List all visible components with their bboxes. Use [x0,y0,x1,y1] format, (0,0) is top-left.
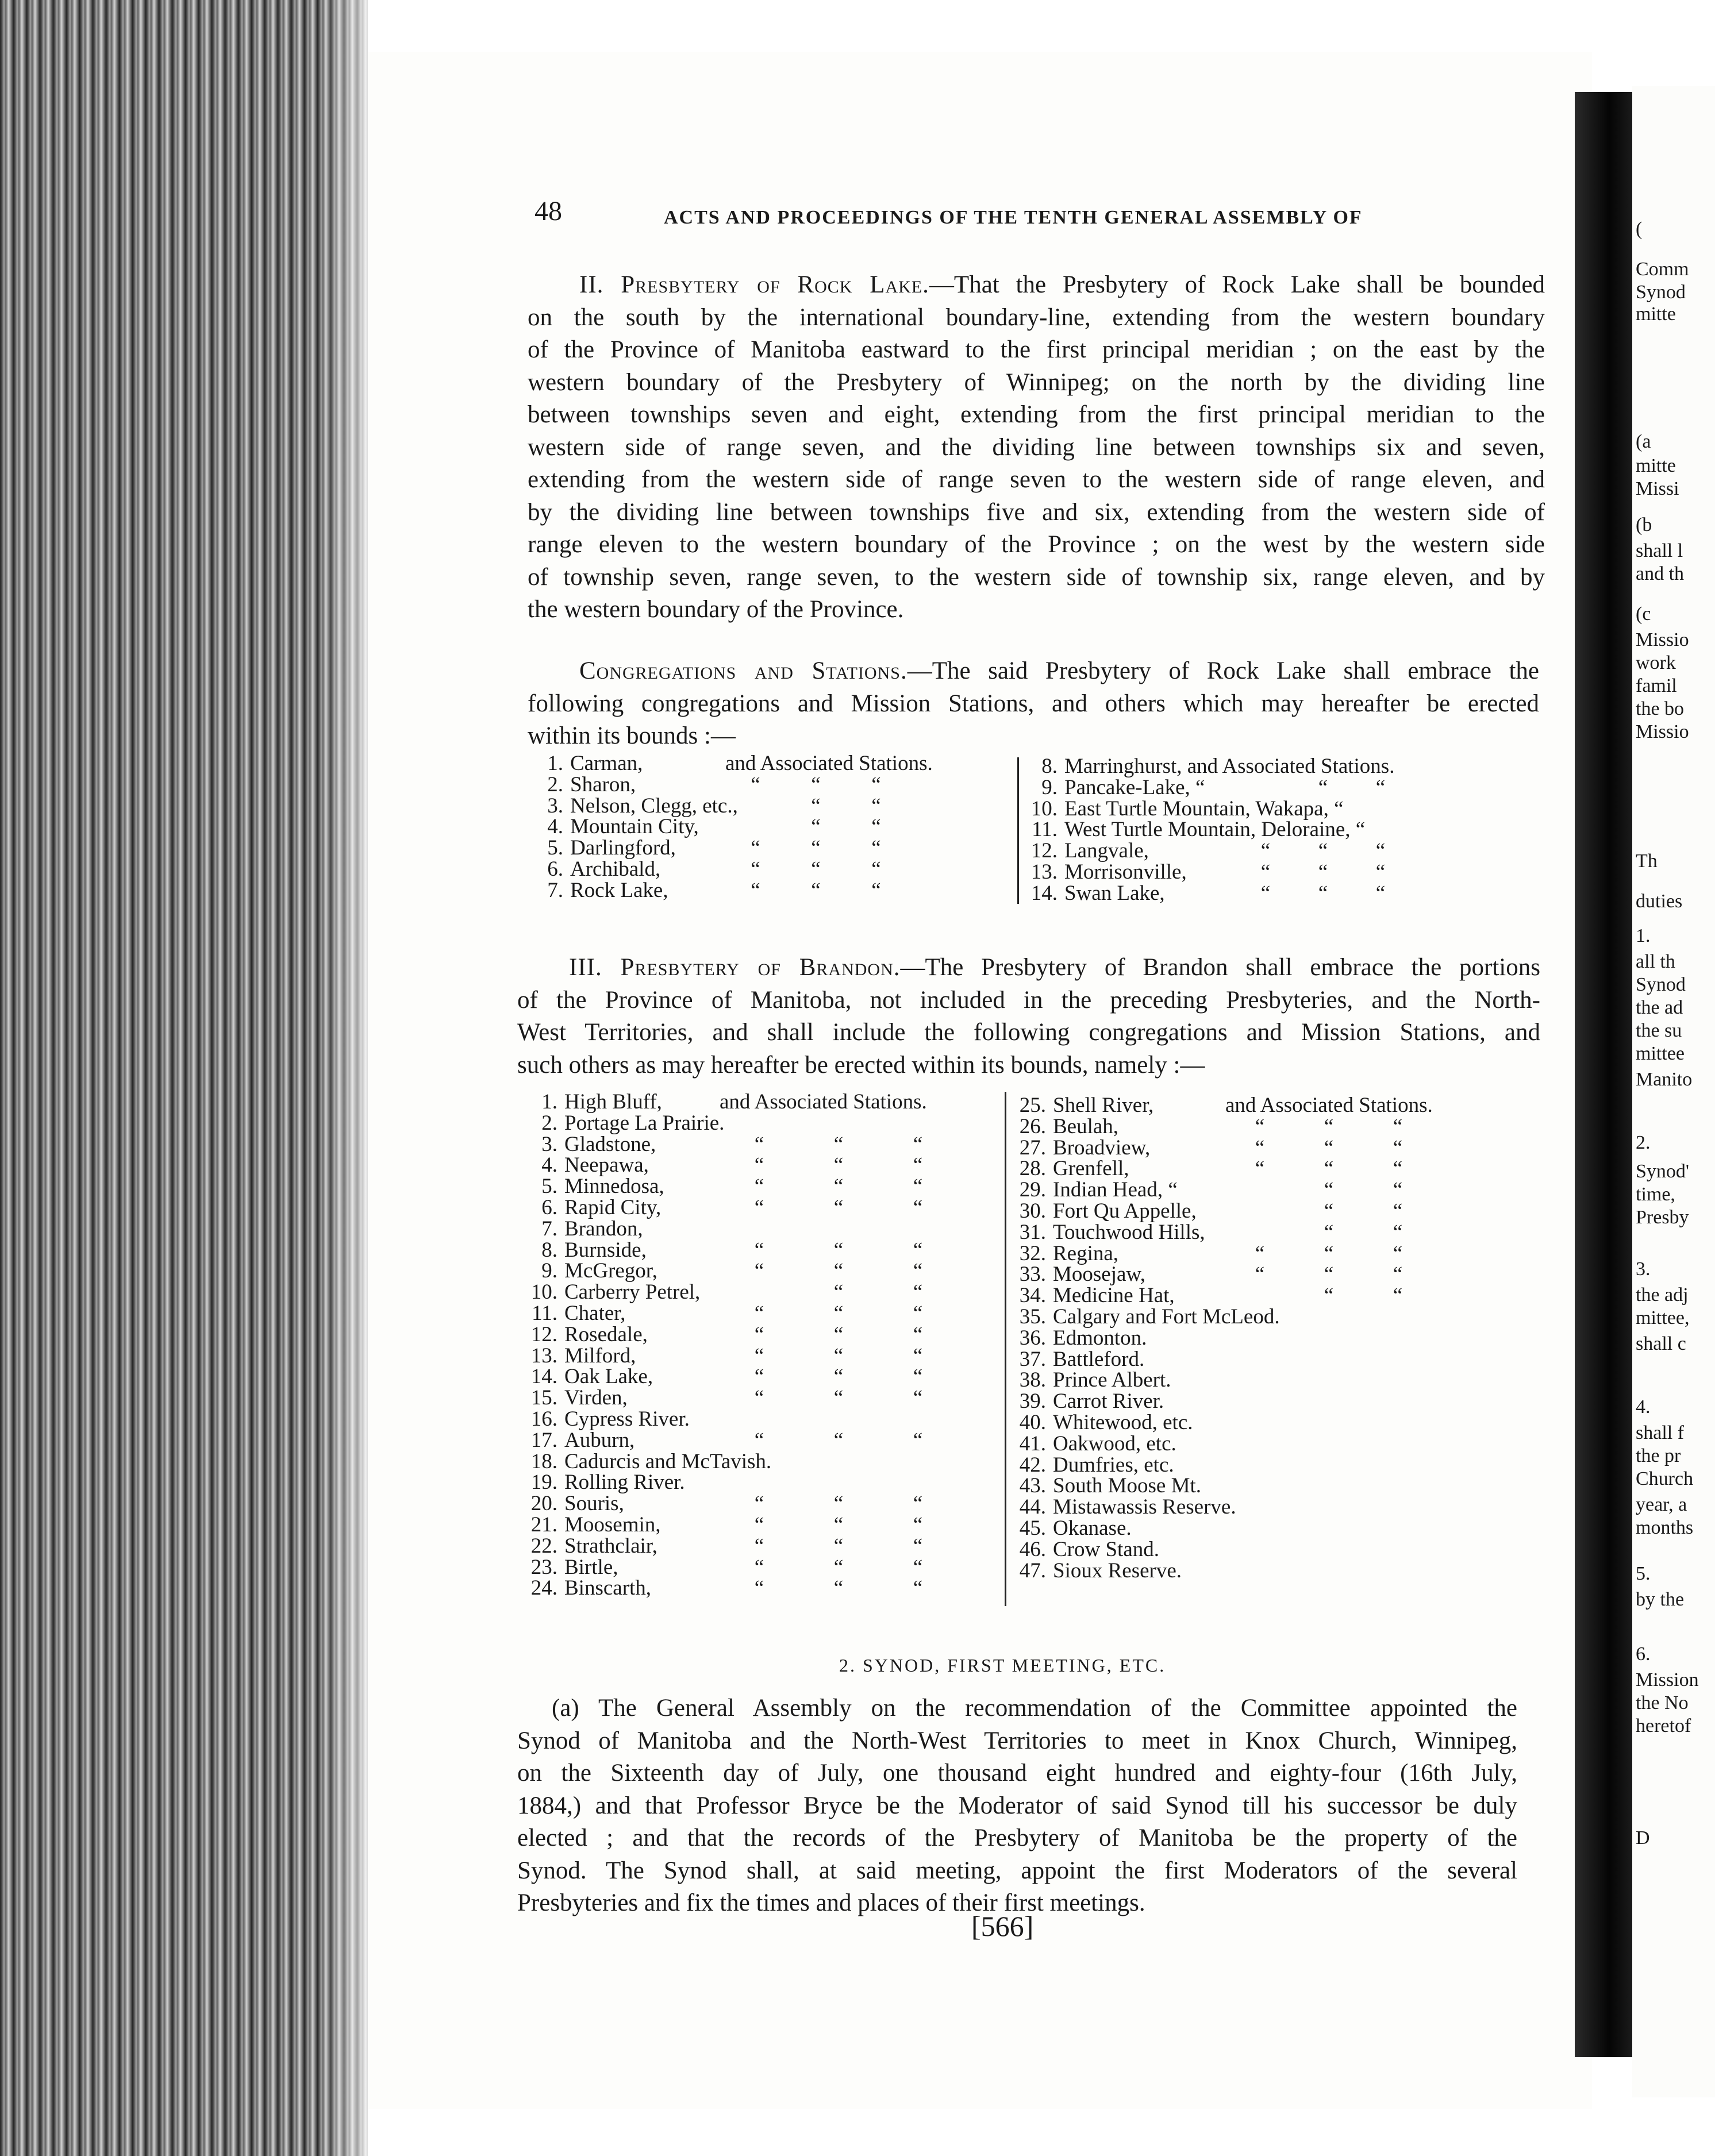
facing-page-text: (b [1636,514,1652,536]
list-item: 43. South Moose Mt. [1019,1474,1202,1498]
list-item: 23. Birtle, “ “ “ [530,1555,923,1579]
list-item: 13. Milford, “ “ “ [530,1343,923,1368]
list-item: 20. Souris, “ “ “ [530,1492,923,1516]
facing-page-text: Comm [1636,259,1689,280]
facing-page-text: time, [1636,1184,1675,1205]
section-brandon [517,952,1540,1081]
list-item: 44. Mistawassis Reserve. [1019,1495,1236,1519]
facing-page-text: Synod [1636,282,1686,303]
text-line: 1884,) and that Professor Bryce be the Moderator of said Synod till his successor be duly [517,1792,1517,1819]
text-line: of the Province of Manitoba, not included in the preceding Presbyteries, and the North- [517,986,1540,1014]
facing-page-text: Manito [1636,1069,1693,1090]
list-item: 4. Mountain City, “ “ [547,815,881,839]
facing-page-text: ( [1636,218,1643,240]
facing-page-text: and th [1636,563,1685,584]
facing-page-text: (a [1636,431,1651,452]
facing-page-text: shall f [1636,1422,1685,1443]
list-item: 8. Burnside, “ “ “ [541,1238,923,1262]
list-item: 1. Carman, and Associated Stations. [547,752,933,775]
facing-page-text: work [1636,652,1676,673]
facing-page-text: (c [1636,603,1651,625]
facing-page-text: duties [1636,891,1683,912]
book-binding-edge [0,0,368,2156]
facing-page-text: the su [1636,1020,1682,1041]
facing-page-text: 4. [1636,1396,1651,1418]
rock-lake-list-left [529,753,933,902]
facing-page-text: by the [1636,1589,1685,1610]
facing-page-text: shall c [1636,1333,1686,1354]
list-item: 33. Moosejaw, “ “ “ [1019,1262,1403,1287]
list-item: 9. McGregor, “ “ “ [541,1259,923,1283]
facing-page-text: famil [1636,675,1677,696]
list-item: 24. Binscarth, “ “ “ [530,1576,923,1600]
facing-page-text: the No [1636,1692,1689,1714]
list-item: 5. Darlingford, “ “ “ [547,836,881,860]
facing-page-text: mittee, [1636,1307,1690,1329]
facing-page-text: the pr [1636,1445,1681,1466]
list-item: 3. Nelson, Clegg, etc., “ “ [547,794,881,818]
section-lead: II. Presbytery of Rock Lake. [579,271,929,298]
list-item: 9. Pancake-Lake, “ “ “ [1041,775,1386,799]
running-head: ACTS AND PROCEEDINGS OF THE TENTH GENERAL ASSEMBLY OF [664,207,1363,228]
text-line: Presbyteries and fix the times and places of their first meetings. [517,1889,1145,1916]
facing-page-text: Th [1636,850,1658,872]
list-item: 4. Neepawa, “ “ “ [541,1153,923,1177]
facing-page-text: mitte [1636,455,1676,476]
facing-page-text: mitte [1636,303,1676,325]
facing-page-text: Missi [1636,478,1679,499]
facing-page-text: 2. [1636,1132,1651,1153]
facing-page-text: Missio [1636,721,1689,742]
list-item: 11. West Turtle Mountain, Deloraine, “ [1032,818,1366,842]
column-divider [1005,1092,1006,1606]
facing-page-text: 3. [1636,1258,1651,1280]
facing-page-text: the ad [1636,997,1683,1018]
facing-page-text: Synod [1636,974,1686,995]
facing-page-text: 6. [1636,1643,1651,1665]
list-item: 31. Touchwood Hills, “ “ [1019,1220,1403,1244]
facing-page-text: shall l [1636,540,1683,561]
text-line: III. Presbytery of Brandon.—The Presbytery of Brandon shall embrace the portions [569,954,1540,981]
facing-page-text: Mission [1636,1669,1699,1691]
facing-page-text: 5. [1636,1563,1651,1584]
list-item: 2. Sharon, “ “ “ [547,772,881,796]
list-item: 40. Whitewood, etc. [1019,1410,1193,1434]
list-item: 6. Rapid City, “ “ “ [541,1195,923,1219]
text-line: of the Province of Manitoba eastward to the first principal meridian ; on the east by the [528,336,1545,363]
list-item: 25. Shell River, and Associated Stations. [1019,1094,1433,1117]
list-item: 6. Archibald, “ “ “ [547,857,881,881]
column-divider [1017,757,1019,904]
facing-page-fragment [1632,86,1715,2097]
list-item: 1. High Bluff, and Associated Stations. [541,1090,927,1114]
list-item: 47. Sioux Reserve. [1019,1558,1182,1583]
list-item: 16. Cypress River. [530,1407,690,1431]
book-gutter [1575,92,1632,2057]
text-line: extending from the western side of range seven to the western side of range eleven, and [528,466,1545,493]
list-item: 39. Carrot River. [1019,1389,1164,1414]
facing-page-text: heretof [1636,1715,1691,1737]
list-item: 14. Swan Lake, “ “ “ [1030,881,1386,905]
list-item: 8. Marringhurst, and Associated Stations. [1041,754,1395,778]
text-line: following congregations and Mission Stations, and others which may hereafter be erected [528,690,1539,717]
section-lead: III. Presbytery of Brandon. [569,954,901,981]
list-item: 19. Rolling River. [530,1470,685,1495]
facing-page-text: the adj [1636,1284,1689,1306]
list-item: 30. Fort Qu Appelle, “ “ [1019,1199,1403,1223]
text-line: Synod of Manitoba and the North-West Territories to meet in Knox Church, Winnipeg, [517,1727,1517,1754]
facing-page-text: Synod' [1636,1161,1690,1182]
list-item: 38. Prince Albert. [1019,1368,1171,1392]
facing-page-text: Missio [1636,629,1689,650]
list-item: 11. Chater, “ “ “ [532,1301,923,1325]
list-item: 17. Auburn, “ “ “ [530,1428,923,1452]
list-item: 14. Oak Lake, “ “ “ [530,1365,923,1389]
section-lead: Congregations and Stations. [579,657,908,684]
brandon-list-right [1012,1095,1433,1581]
list-item: 36. Edmonton. [1019,1326,1147,1350]
facing-page-text: months [1636,1517,1694,1538]
text-line: Congregations and Stations.—The said Presbytery of Rock Lake shall embrace the [579,657,1539,684]
list-item: 41. Oakwood, etc. [1019,1431,1176,1456]
section-synod-title: 2. SYNOD, FIRST MEETING, ETC. [839,1655,1166,1676]
text-line: western side of range seven, and the dividing line between townships six and seven, [528,433,1545,461]
list-item: 18. Cadurcis and McTavish. [530,1449,772,1473]
text-line: West Territories, and shall include the following congregations and Mission Stations, and [517,1019,1540,1046]
text-line: of township seven, range seven, to the western side of township six, range eleven, and by [528,563,1545,591]
text-line: II. Presbytery of Rock Lake.—That the Presbytery of Rock Lake shall be bounded [579,271,1545,298]
list-item: 29. Indian Head, “ “ “ [1019,1178,1403,1202]
facing-page-text: year, a [1636,1494,1687,1515]
list-item: 3. Gladstone, “ “ “ [541,1132,923,1156]
facing-page-text: 1. [1636,925,1651,946]
text-line: the western boundary of the Province. [528,596,904,623]
list-item: 26. Beulah, “ “ “ [1019,1114,1403,1138]
list-item: 22. Strathclair, “ “ “ [530,1534,923,1558]
list-item: 13. Morrisonville, “ “ “ [1030,860,1386,884]
facing-page-text: Church [1636,1468,1694,1489]
list-item: 15. Virden, “ “ “ [530,1386,923,1410]
list-item: 42. Dumfries, etc. [1019,1453,1174,1477]
list-item: 21. Moosemin, “ “ “ [530,1512,923,1537]
list-item: 12. Rosedale, “ “ “ [530,1322,923,1346]
list-item: 27. Broadview, “ “ “ [1019,1135,1403,1160]
facing-page-text: mittee [1636,1043,1685,1064]
brandon-list-left [523,1092,958,1599]
text-line: western boundary of the Presbytery of Winnipeg; on the north by the dividing line [528,368,1545,396]
text-line: Synod. The Synod shall, at said meeting, appoint the first Moderators of the several [517,1857,1517,1884]
facing-page-text: Presby [1636,1207,1689,1228]
congregations-paragraph [528,655,1539,753]
text-line: elected ; and that the records of the Presbytery of Manitoba be the property of the [517,1824,1517,1851]
text-line: between townships seven and eight, extending from the first principal meridian to the [528,401,1545,428]
text-line: by the dividing line between townships five and six, extending from the western side of [528,498,1545,526]
facing-page-text: all th [1636,951,1675,972]
section-synod-paragraph [517,1692,1517,1920]
list-item: 10. East Turtle Mountain, Wakapa, “ [1030,796,1344,821]
section-rock-lake [528,269,1545,626]
page-number: 48 [535,196,562,226]
list-item: 32. Regina, “ “ “ [1019,1241,1403,1265]
text-line: within its bounds :— [528,722,736,749]
list-item: 35. Calgary and Fort McLeod. [1019,1304,1280,1329]
list-item: 34. Medicine Hat, “ “ [1019,1284,1403,1308]
list-item: 28. Grenfell, “ “ “ [1019,1157,1403,1181]
list-item: 10. Carberry Petrel, “ “ [530,1280,923,1304]
list-item: 45. Okanase. [1019,1516,1132,1540]
list-item: 7. Rock Lake, “ “ “ [547,878,881,902]
list-item: 46. Crow Stand. [1019,1537,1159,1561]
text-line: such others as may hereafter be erected within its bounds, namely :— [517,1051,1205,1079]
text-line: range eleven to the western boundary of the Province ; on the west by the western side [528,531,1545,558]
text-line: (a) The General Assembly on the recommendation of the Committee appointed the [552,1695,1517,1722]
page-footer-number: [566] [971,1910,1034,1942]
facing-page-text: D [1636,1827,1650,1849]
text-line: on the south by the international boundary-line, extending from the western boundary [528,303,1545,331]
list-item: 5. Minnedosa, “ “ “ [541,1175,923,1199]
rock-lake-list-right [1023,756,1409,904]
facing-page-text: the bo [1636,698,1685,719]
text-line: on the Sixteenth day of July, one thousand eight hundred and eighty-four (16th July, [517,1760,1517,1787]
list-item: 2. Portage La Prairie. [541,1111,725,1135]
list-item: 37. Battleford. [1019,1347,1145,1371]
list-item: 12. Langvale, “ “ “ [1030,839,1386,863]
list-item: 7. Brandon, [541,1216,643,1241]
